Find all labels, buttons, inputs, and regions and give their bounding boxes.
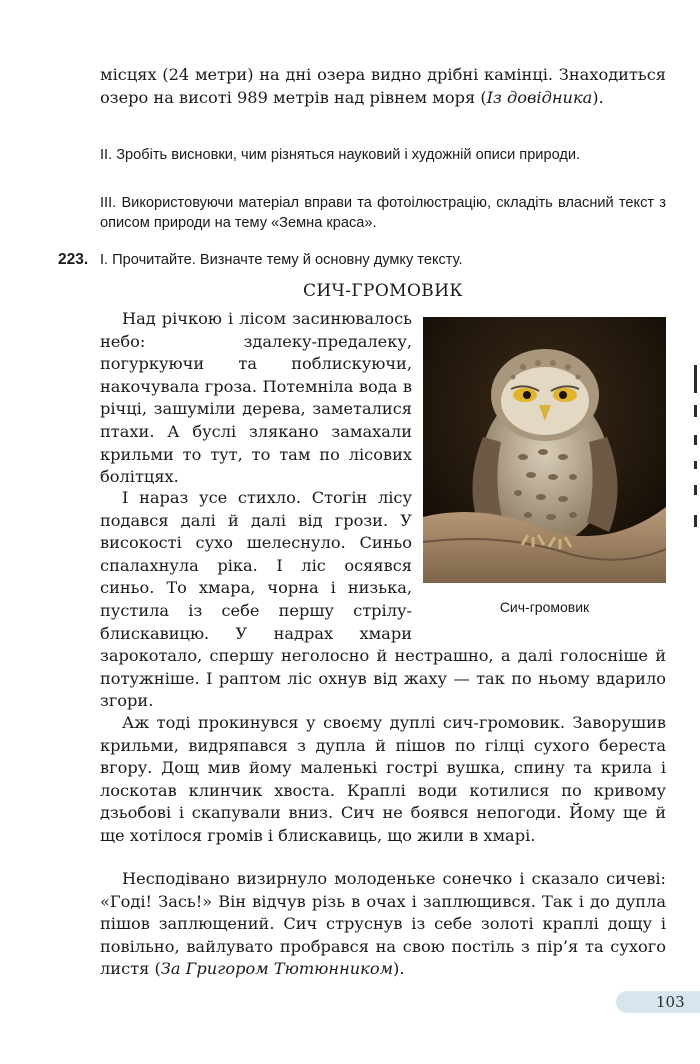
story-paragraph-2: І нараз усе стихло. Стогін лісу подався далі й далі від грози. У високості сухо шелеснуло. Синьо спалахнула ріка. І ліс осяявся синьо. То хмара, чорна і низька, пустила із себе першу стрілу-блискавицю. У надрах хмари зарокотало, спершу неголосно й нестрашно, а далі голосніше й потужніше. І раптом ліс охнув від жаху — так по ньому вдарило згори. <box>100 488 666 711</box>
intro-text: місцях (24 метри) на дні озера видно дрібні камінці. Знаходиться озеро на висоті 989 метрів над рівнем моря ( <box>100 65 666 107</box>
story-paragraph-4-text: Несподівано визирнуло молоденьке сонечко і сказало сичеві: «Годі! Зась!» Він відчув різь в очах і заплющився. Так і до дупла пішов заплющений. Сич струснув із себе золоті краплі дощу і повільно, вайлувато пробрався на свою постіль з пір’я та сухого листя ( <box>100 869 666 979</box>
task-2: II. Зробіть висновки, чим різняться науковий і художній описи природи. <box>100 147 581 163</box>
story-paragraph-4-end: ). <box>393 959 405 979</box>
story-paragraph-1: Над річкою і лісом засинювалось небо: здалеку-предалеку, погуркуючи та поблискуючи, накочувала гроза. Потемніла вода в річці, зашуміли дерева, заметалися птахи. А буслі злякано замахали крильми то тут, то там по лісових болітцях. <box>100 309 412 487</box>
intro-source: Із довідника <box>486 87 593 107</box>
margin-mark <box>694 405 697 417</box>
margin-mark <box>694 461 697 469</box>
story-author: За Григором Тютюнником <box>160 959 394 979</box>
margin-mark <box>694 435 697 445</box>
margin-mark <box>694 485 697 495</box>
margin-marks <box>694 365 700 530</box>
photo-float-spacer <box>412 487 666 635</box>
story-title: СИЧ-ГРОМОВИК <box>303 281 463 301</box>
exercise-number: 223. <box>58 251 89 268</box>
photo-caption: Сич-громовик <box>499 599 590 615</box>
intro-end: ). <box>592 87 604 107</box>
task-3: III. Використовуючи матеріал вправи та фотоілюстрацію, складіть власний текст з описом природи на тему «Земна краса». <box>100 195 666 231</box>
margin-mark <box>694 515 697 527</box>
exercise-instruction: I. Прочитайте. Визначте тему й основну думку тексту. <box>100 252 463 268</box>
story-paragraph-3: Аж тоді прокинувся у своєму дуплі сич-громовик. Заворушив крильми, видряпався з дупла й пішов по гілці сухого береста вгору. Дощ мив йому маленькі гострі вушка, спину та крила і лоскотав клинчик хвоста. Краплі води котилися по кривому дзьобові і скапували вниз. Сич не боявся непогоди. Йому ще й ще хотілося громів і блискавиць, що жили в хмарі. <box>100 713 666 845</box>
page-number: 103 <box>656 993 685 1011</box>
intro-paragraph <box>100 64 666 109</box>
page-number-tab <box>616 988 700 1016</box>
margin-mark <box>694 365 697 393</box>
story-paragraph-4 <box>100 868 666 981</box>
story-paragraph-2-block <box>100 487 666 713</box>
